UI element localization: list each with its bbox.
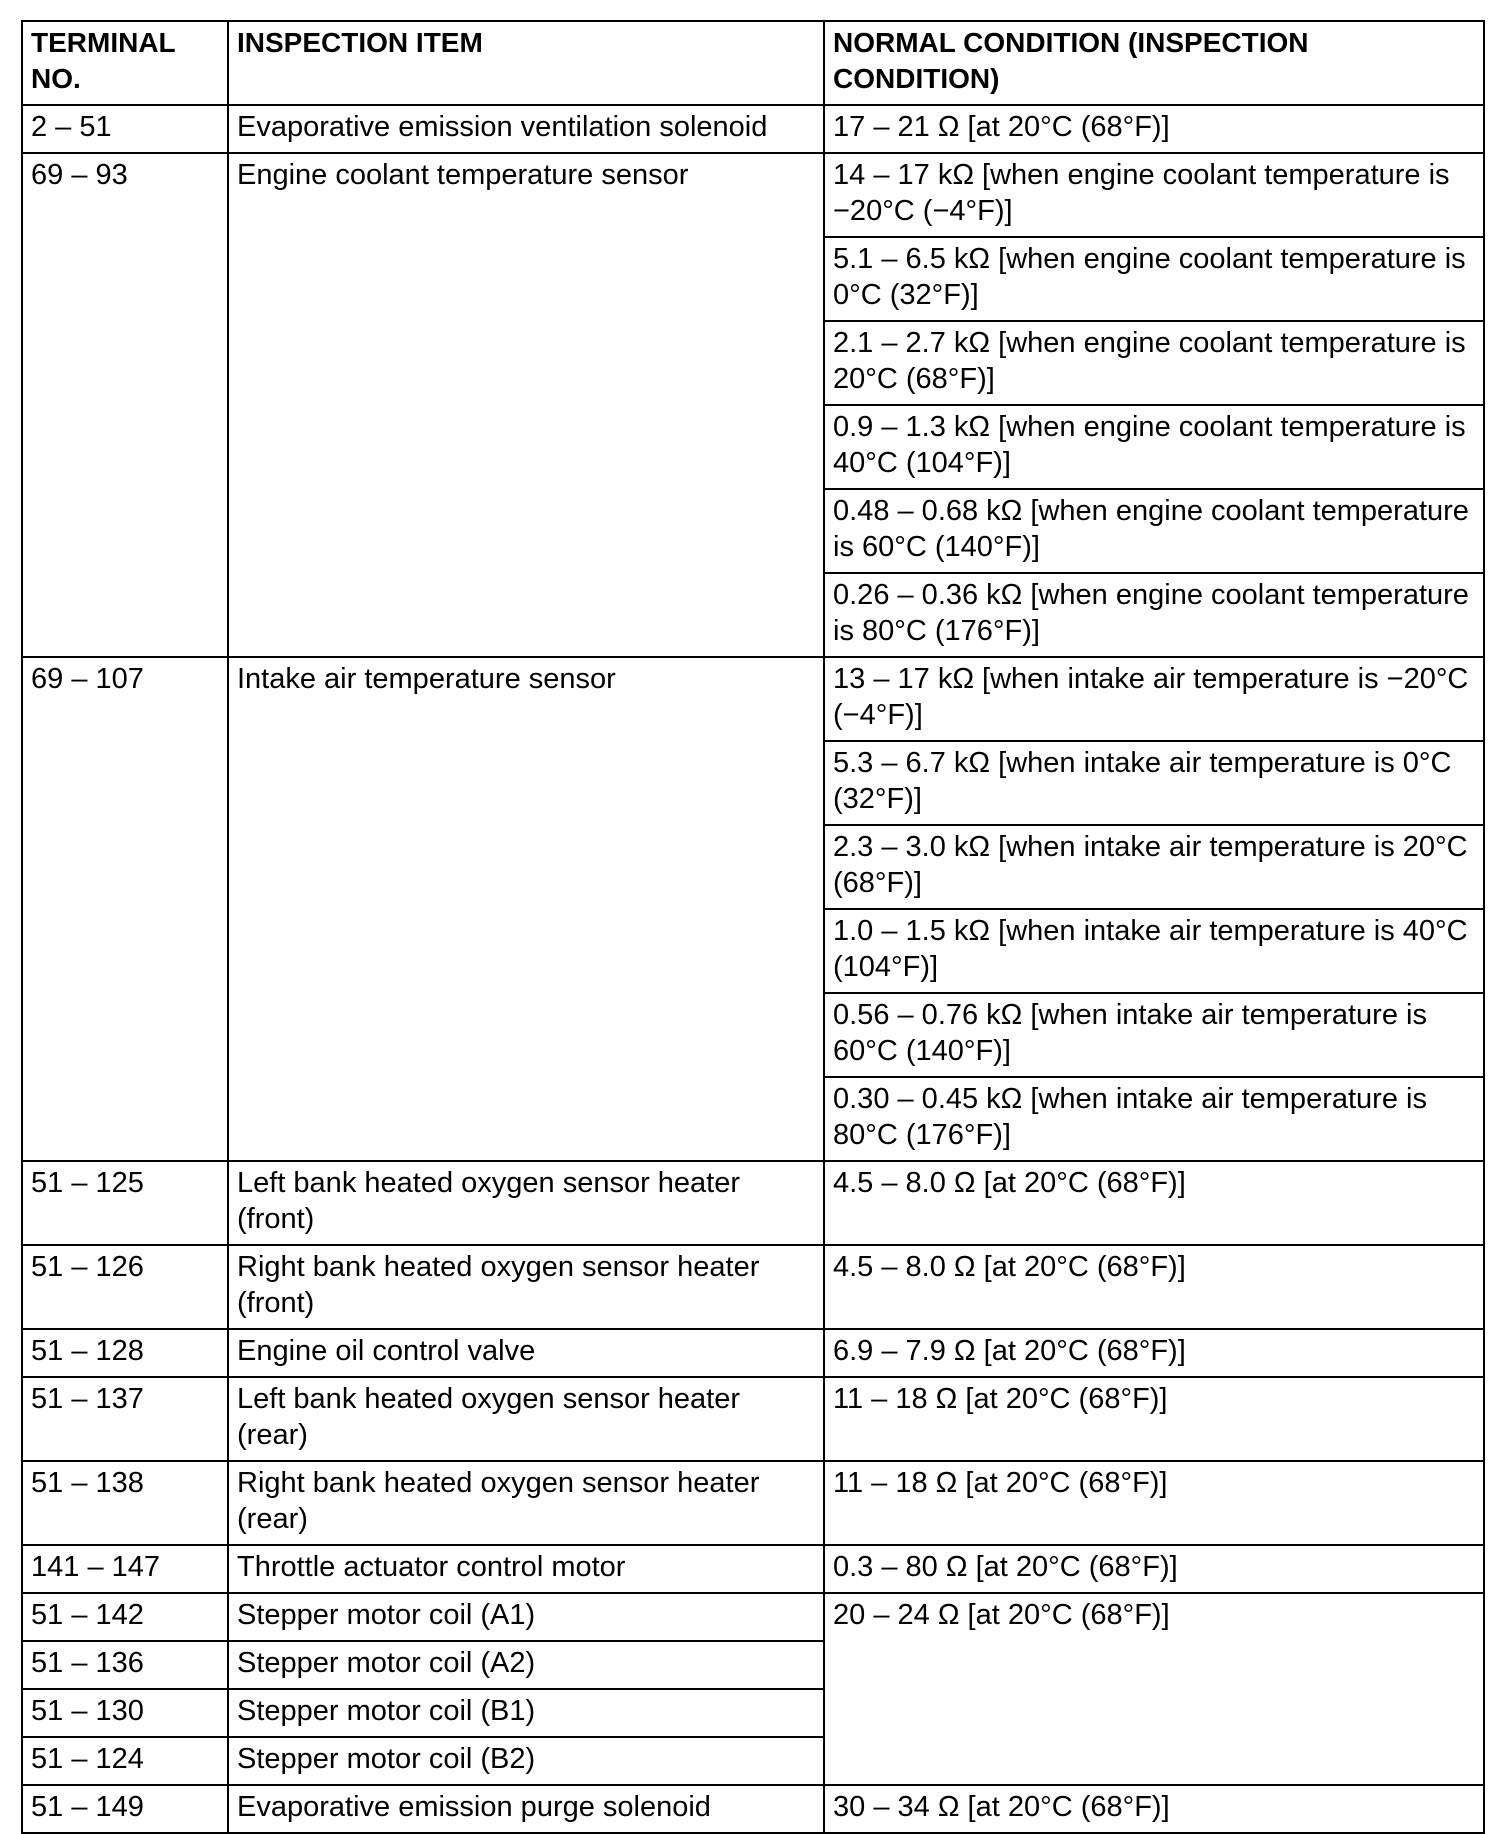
condition-cell: 17 – 21 Ω [at 20°C (68°F)] (824, 105, 1484, 153)
terminal-cell: 51 – 136 (22, 1641, 228, 1689)
table-row (22, 1461, 1484, 1545)
item-cell: Intake air temperature sensor (228, 657, 824, 1161)
condition-cell: 0.26 – 0.36 kΩ [when engine coolant temperature is 80°C (176°F)] (824, 573, 1484, 657)
table-row (22, 1545, 1484, 1593)
terminal-cell: 51 – 130 (22, 1689, 228, 1737)
item-cell: Engine coolant temperature sensor (228, 153, 824, 657)
condition-cell: 0.30 – 0.45 kΩ [when intake air temperature is 80°C (176°F)] (824, 1077, 1484, 1161)
item-cell: Stepper motor coil (A2) (228, 1641, 824, 1689)
condition-cell: 0.56 – 0.76 kΩ [when intake air temperature is 60°C (140°F)] (824, 993, 1484, 1077)
condition-cell: 2.3 – 3.0 kΩ [when intake air temperature is 20°C (68°F)] (824, 825, 1484, 909)
condition-cell: 11 – 18 Ω [at 20°C (68°F)] (824, 1377, 1484, 1461)
table-row (22, 105, 1484, 153)
terminal-cell: 51 – 149 (22, 1785, 228, 1833)
condition-cell: 11 – 18 Ω [at 20°C (68°F)] (824, 1461, 1484, 1545)
condition-cell: 5.1 – 6.5 kΩ [when engine coolant temperature is 0°C (32°F)] (824, 237, 1484, 321)
header-normal-condition: NORMAL CONDITION (INSPECTION CONDITION) (824, 21, 1484, 105)
inspection-table (21, 20, 1485, 1834)
condition-cell: 1.0 – 1.5 kΩ [when intake air temperature is 40°C (104°F)] (824, 909, 1484, 993)
terminal-cell: 51 – 138 (22, 1461, 228, 1545)
table-row (22, 1593, 1484, 1641)
table-row (22, 657, 1484, 741)
item-cell: Engine oil control valve (228, 1329, 824, 1377)
item-cell: Evaporative emission ventilation solenoid (228, 105, 824, 153)
terminal-cell: 69 – 93 (22, 153, 228, 657)
item-cell: Evaporative emission purge solenoid (228, 1785, 824, 1833)
header-inspection-item: INSPECTION ITEM (228, 21, 824, 105)
condition-cell: 30 – 34 Ω [at 20°C (68°F)] (824, 1785, 1484, 1833)
table-row (22, 1377, 1484, 1461)
table-row (22, 1329, 1484, 1377)
terminal-cell: 51 – 137 (22, 1377, 228, 1461)
terminal-cell: 51 – 124 (22, 1737, 228, 1785)
item-cell: Stepper motor coil (B1) (228, 1689, 824, 1737)
table-row (22, 1785, 1484, 1833)
terminal-cell: 141 – 147 (22, 1545, 228, 1593)
terminal-cell: 69 – 107 (22, 657, 228, 1161)
condition-cell: 0.3 – 80 Ω [at 20°C (68°F)] (824, 1545, 1484, 1593)
condition-cell: 14 – 17 kΩ [when engine coolant temperature is −20°C (−4°F)] (824, 153, 1484, 237)
condition-cell: 4.5 – 8.0 Ω [at 20°C (68°F)] (824, 1245, 1484, 1329)
item-cell: Throttle actuator control motor (228, 1545, 824, 1593)
item-cell: Right bank heated oxygen sensor heater (front) (228, 1245, 824, 1329)
header-row (22, 21, 1484, 105)
item-cell: Right bank heated oxygen sensor heater (rear) (228, 1461, 824, 1545)
header-terminal: TERMINAL NO. (22, 21, 228, 105)
terminal-cell: 51 – 142 (22, 1593, 228, 1641)
table-row (22, 1161, 1484, 1245)
item-cell: Stepper motor coil (A1) (228, 1593, 824, 1641)
condition-cell: 6.9 – 7.9 Ω [at 20°C (68°F)] (824, 1329, 1484, 1377)
terminal-cell: 2 – 51 (22, 105, 228, 153)
condition-cell: 4.5 – 8.0 Ω [at 20°C (68°F)] (824, 1161, 1484, 1245)
item-cell: Stepper motor coil (B2) (228, 1737, 824, 1785)
terminal-cell: 51 – 128 (22, 1329, 228, 1377)
terminal-cell: 51 – 125 (22, 1161, 228, 1245)
condition-cell: 20 – 24 Ω [at 20°C (68°F)] (824, 1593, 1484, 1785)
terminal-cell: 51 – 126 (22, 1245, 228, 1329)
table-row (22, 1245, 1484, 1329)
item-cell: Left bank heated oxygen sensor heater (front) (228, 1161, 824, 1245)
condition-cell: 2.1 – 2.7 kΩ [when engine coolant temperature is 20°C (68°F)] (824, 321, 1484, 405)
table-row (22, 153, 1484, 237)
item-cell: Left bank heated oxygen sensor heater (rear) (228, 1377, 824, 1461)
condition-cell: 0.48 – 0.68 kΩ [when engine coolant temperature is 60°C (140°F)] (824, 489, 1484, 573)
condition-cell: 13 – 17 kΩ [when intake air temperature is −20°C (−4°F)] (824, 657, 1484, 741)
condition-cell: 5.3 – 6.7 kΩ [when intake air temperature is 0°C (32°F)] (824, 741, 1484, 825)
condition-cell: 0.9 – 1.3 kΩ [when engine coolant temperature is 40°C (104°F)] (824, 405, 1484, 489)
